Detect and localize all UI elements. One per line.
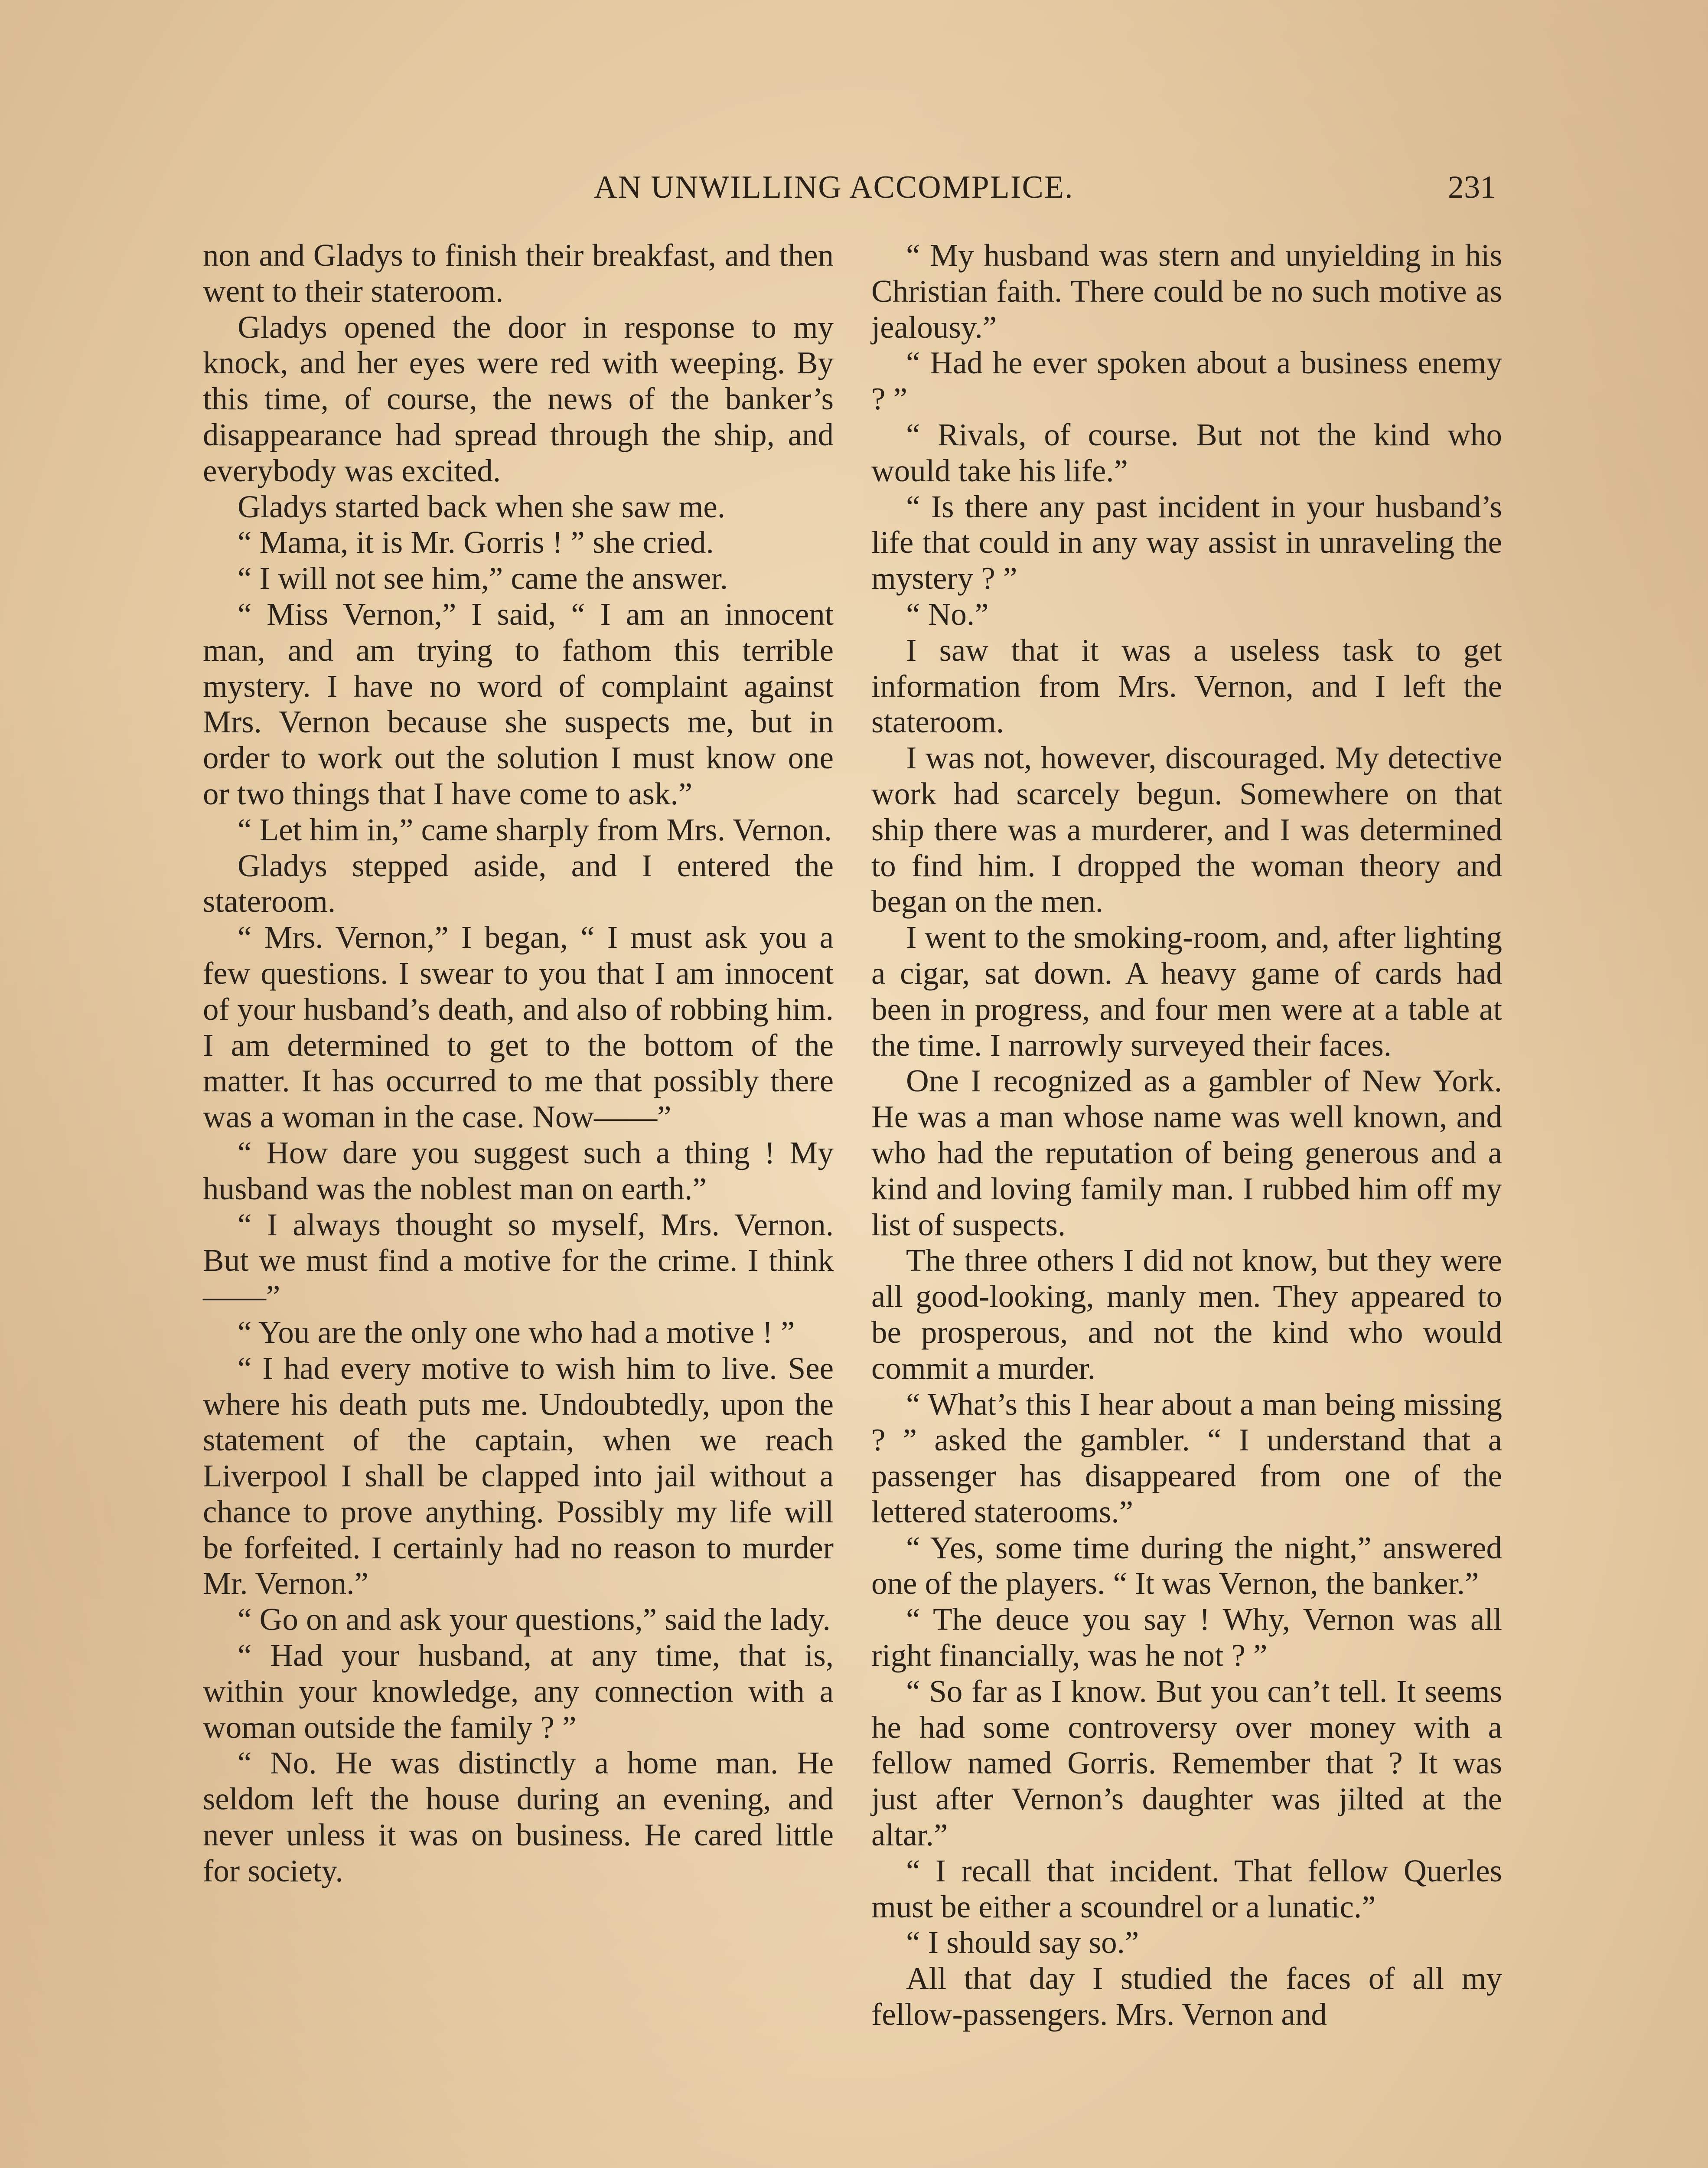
paragraph: “ You are the only one who had a motive ! ”: [238, 1314, 795, 1350]
paragraph: “ I recall that incident. That fellow Querles must be either a scoundrel or a lunatic.”: [871, 1853, 1502, 1924]
paragraph: I saw that it was a useless task to get information from Mrs. Vernon, and I left the stateroom.: [871, 632, 1502, 740]
paragraph: Gladys opened the door in response to my knock, and her eyes were red with weeping. By this time, of course, the news of the banker’s disappearance had spread through the ship, and everybody was excited.: [203, 309, 834, 488]
paragraph: “ I always thought so myself, Mrs. Vernon. But we must find a motive for the crime. I think——”: [203, 1207, 834, 1314]
paragraph: “ I should say so.”: [906, 1925, 1139, 1960]
left-column: [203, 238, 834, 1889]
paragraph: non and Gladys to finish their breakfast, and then went to their stateroom.: [203, 238, 834, 309]
paragraph: “ Yes, some time during the night,” answered one of the players. “ It was Vernon, the banker.”: [871, 1530, 1502, 1601]
paragraph: “ Is there any past incident in your husband’s life that could in any way assist in unraveling the mystery ? ”: [871, 489, 1502, 596]
paragraph: “ No.”: [906, 596, 989, 632]
paragraph: “ My husband was stern and unyielding in his Christian faith. There could be no such motive as jealousy.”: [871, 238, 1502, 345]
page-number: 231: [1448, 170, 1496, 205]
paragraph: “ I will not see him,” came the answer.: [238, 561, 728, 596]
paragraph: One I recognized as a gambler of New York. He was a man whose name was well known, and who had the reputation of being generous and a kind and loving family man. I rubbed him off my list of suspects.: [871, 1063, 1502, 1242]
paragraph: The three others I did not know, but they were all good-looking, manly men. They appeared to be prosperous, and not the kind who would commit a murder.: [871, 1243, 1502, 1386]
paragraph: “ No. He was distinctly a home man. He seldom left the house during an evening, and never unless it was on business. He cared little for society.: [203, 1745, 834, 1888]
paragraph: “ Had your husband, at any time, that is, within your knowledge, any connection with a woman outside the family ? ”: [203, 1638, 834, 1745]
paragraph: “ The deuce you say ! Why, Vernon was all right financially, was he not ? ”: [871, 1602, 1502, 1673]
paragraph: “ Mama, it is Mr. Gorris ! ” she cried.: [238, 525, 714, 560]
paragraph: I was not, however, discouraged. My detective work had scarcely begun. Somewhere on that ship there was a murderer, and I was determined to find him. I dropped the woman theory and began on the men.: [871, 740, 1502, 919]
paragraph: “ Go on and ask your questions,” said the lady.: [238, 1602, 831, 1637]
paragraph: Gladys started back when she saw me.: [238, 489, 726, 524]
paragraph: “ What’s this I hear about a man being missing ? ” asked the gambler. “ I understand that a passenger has disappeared from one of the lettered staterooms.”: [871, 1386, 1502, 1529]
paragraph: Gladys stepped aside, and I entered the stateroom.: [203, 848, 834, 919]
running-title: AN UNWILLING ACCOMPLICE.: [594, 170, 1074, 205]
paragraph: “ How dare you suggest such a thing ! My husband was the noblest man on earth.”: [203, 1135, 834, 1206]
paragraph: All that day I studied the faces of all my fellow-passengers. Mrs. Vernon and: [871, 1961, 1502, 2032]
paragraph: “ Miss Vernon,” I said, “ I am an innocent man, and am trying to fathom this terrible mystery. I have no word of complaint against Mrs. Vernon because she suspects me, but in order to work out the solution I must know one or two things that I have come to ask.”: [203, 596, 834, 811]
paragraph: “ Had he ever spoken about a business enemy ? ”: [871, 345, 1502, 417]
right-column: [871, 238, 1502, 2033]
paragraph: “ Let him in,” came sharply from Mrs. Vernon.: [238, 812, 832, 847]
paragraph: “ I had every motive to wish him to live. See where his death puts me. Undoubtedly, upon the statement of the captain, when we reach Liverpool I shall be clapped into jail without a chance to prove anything. Possibly my life will be forfeited. I certainly had no reason to murder Mr. Vernon.”: [203, 1350, 834, 1601]
paragraph: “ Rivals, of course. But not the kind who would take his life.”: [871, 417, 1502, 488]
paragraph: “ Mrs. Vernon,” I began, “ I must ask you a few questions. I swear to you that I am innocent of your husband’s death, and also of robbing him. I am determined to get to the bottom of the matter. It has occurred to me that possibly there was a woman in the case. Now——”: [203, 920, 834, 1135]
paragraph: I went to the smoking-room, and, after lighting a cigar, sat down. A heavy game of cards had been in progress, and four men were at a table at the time. I narrowly surveyed their faces.: [871, 920, 1502, 1063]
paragraph: “ So far as I know. But you can’t tell. It seems he had some controversy over money with a fellow named Gorris. Remember that ? It was just after Vernon’s daughter was jilted at the altar.”: [871, 1673, 1502, 1853]
